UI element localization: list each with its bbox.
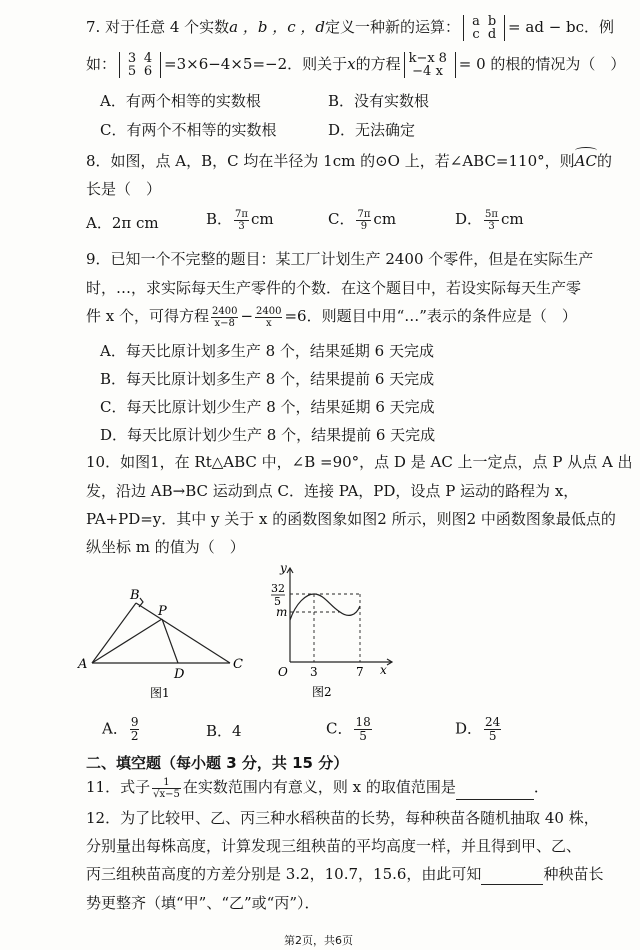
figure-1-caption: 图1 (150, 686, 170, 700)
q7-example-matrix: 3 4 5 6 (119, 52, 161, 78)
q12-line4: 势更整齐（填“甲”、“乙”或“丙”）． (86, 894, 320, 912)
q10-line1: 10．如图1，在 Rt△ABC 中，∠B =90°，点 D 是 AC 上一定点，点 P 从点 A 出 (86, 453, 633, 471)
q11-answer-blank[interactable] (456, 783, 534, 800)
q9-option-d: D．每天比原计划少生产 8 个，结果提前 6 天完成 (100, 426, 436, 444)
q12-line3: 丙三组秧苗高度的方差分别是 3.2，10.7，15.6，由此可知 种秧苗长 (86, 865, 604, 883)
tick-3: 3 (310, 665, 318, 679)
q8-option-d: D． $\frac{5\pi}{3}$ cm (455, 208, 524, 232)
q7-option-c: C．有两个不相等的实数根 (100, 121, 277, 139)
q9-line2: 时，…，求实际每天生产零件的个数．在这个题目中，若设实际每天生产零 (86, 279, 582, 297)
q7-equation-matrix: k−x 8 −4 x (404, 52, 456, 78)
q10-option-b: B．4 (206, 722, 242, 740)
q7-line1: 7. 对于任意 4 个实数a ，b ，c ，d定义一种新的运算： a b c d = ad − bc．例 (86, 14, 615, 42)
q12-line2: 分别量出每株高度，计算发现三组秧苗的平均高度一样，并且得到甲、乙、 (86, 837, 582, 855)
q8-line1: 8．如图，点 A，B，C 均在半径为 1cm 的⊙O 上，若∠ABC=110°，则AC的 (86, 152, 612, 170)
q7-def-matrix: a b c d (463, 15, 505, 41)
y-tick-denominator: 5 (274, 595, 281, 608)
q10-option-d: D． $\frac{24}{5}$ (455, 715, 501, 743)
axis-label-x: x (380, 663, 387, 677)
function-curve (290, 594, 360, 620)
q8-option-b: B． $\frac{7\pi}{3}$ cm (206, 208, 274, 232)
figure-2-caption: 图2 (312, 685, 332, 699)
q10-line3: PA+PD=y．其中 y 关于 x 的函数图象如图2 所示，则图2 中函数图象最低点的 (86, 510, 616, 528)
q10-option-c: C． $\frac{18}{5}$ (326, 715, 371, 743)
q9-line3: 件 x 个，可得方程 $\frac{2400}{x-8}$ − $\frac{2400}{x}$ =6．则题目中用“…”表示的条件应是（ ） (86, 305, 577, 329)
q9-option-b: B．每天比原计划多生产 8 个，结果提前 6 天完成 (100, 370, 435, 388)
q8-arc-ac: AC (574, 152, 597, 170)
label-c: C (233, 657, 243, 672)
y-tick-m: m (276, 605, 288, 619)
figure-2-graph (262, 558, 402, 703)
q10-line4: 纵坐标 m 的值为（ ） (86, 538, 245, 556)
y-tick-numerator: 32 (271, 582, 285, 595)
q12-answer-blank[interactable] (481, 868, 543, 885)
q9-option-a: A．每天比原计划多生产 8 个，结果延期 6 天完成 (100, 342, 434, 360)
label-a: A (78, 657, 88, 672)
q9-option-c: C．每天比原计划少生产 8 个，结果延期 6 天完成 (100, 398, 435, 416)
q11-line: 11．式子 $\frac{1}{√x-5}$ 在实数范围内有意义，则 x 的取值范围是 ． (86, 776, 549, 800)
q10-option-a: A． $\frac{9}{2}$ (102, 715, 139, 743)
segment-ab (92, 603, 136, 663)
figure-1-triangle (70, 575, 260, 705)
q8-line2: 长是（ ） (86, 180, 162, 198)
q7-option-d: D．无法确定 (328, 121, 416, 139)
axis-label-y: y (280, 561, 287, 575)
section-heading-fill-in: 二、填空题（每小题 3 分，共 15 分） (86, 754, 349, 772)
q9-line1: 9．已知一个不完整的题目：某工厂计划生产 2400 个零件，但是在实际生产 (86, 250, 594, 268)
label-b: B (130, 588, 140, 603)
q8-option-c: C． $\frac{7\pi}{9}$ cm (328, 208, 397, 232)
segment-pd (162, 619, 178, 663)
tick-7: 7 (356, 665, 364, 679)
q10-line2: 发，沿边 AB→BC 运动到点 C．连接 PA，PD，设点 P 运动的路程为 x， (86, 482, 579, 500)
q12-line1: 12．为了比较甲、乙、丙三种水稻秧苗的长势，每种秧苗各随机抽取 40 株， (86, 809, 599, 827)
page-footer: 第2页，共6页 (284, 934, 353, 947)
origin-label: O (278, 665, 288, 679)
q8-option-a: A．2π cm (86, 214, 159, 232)
segment-pa (92, 619, 162, 663)
q7-option-a: A．有两个相等的实数根 (100, 92, 261, 110)
label-d: D (174, 667, 185, 682)
q7-option-b: B．没有实数根 (328, 92, 430, 110)
segment-bc (136, 603, 230, 663)
q7-line2: 如： 3 4 5 6 =3×6−4×5=−2．则关于x的方程 k−x 8 −4 x = 0 的根的情况为（ ） (86, 51, 626, 79)
label-p: P (158, 604, 167, 619)
